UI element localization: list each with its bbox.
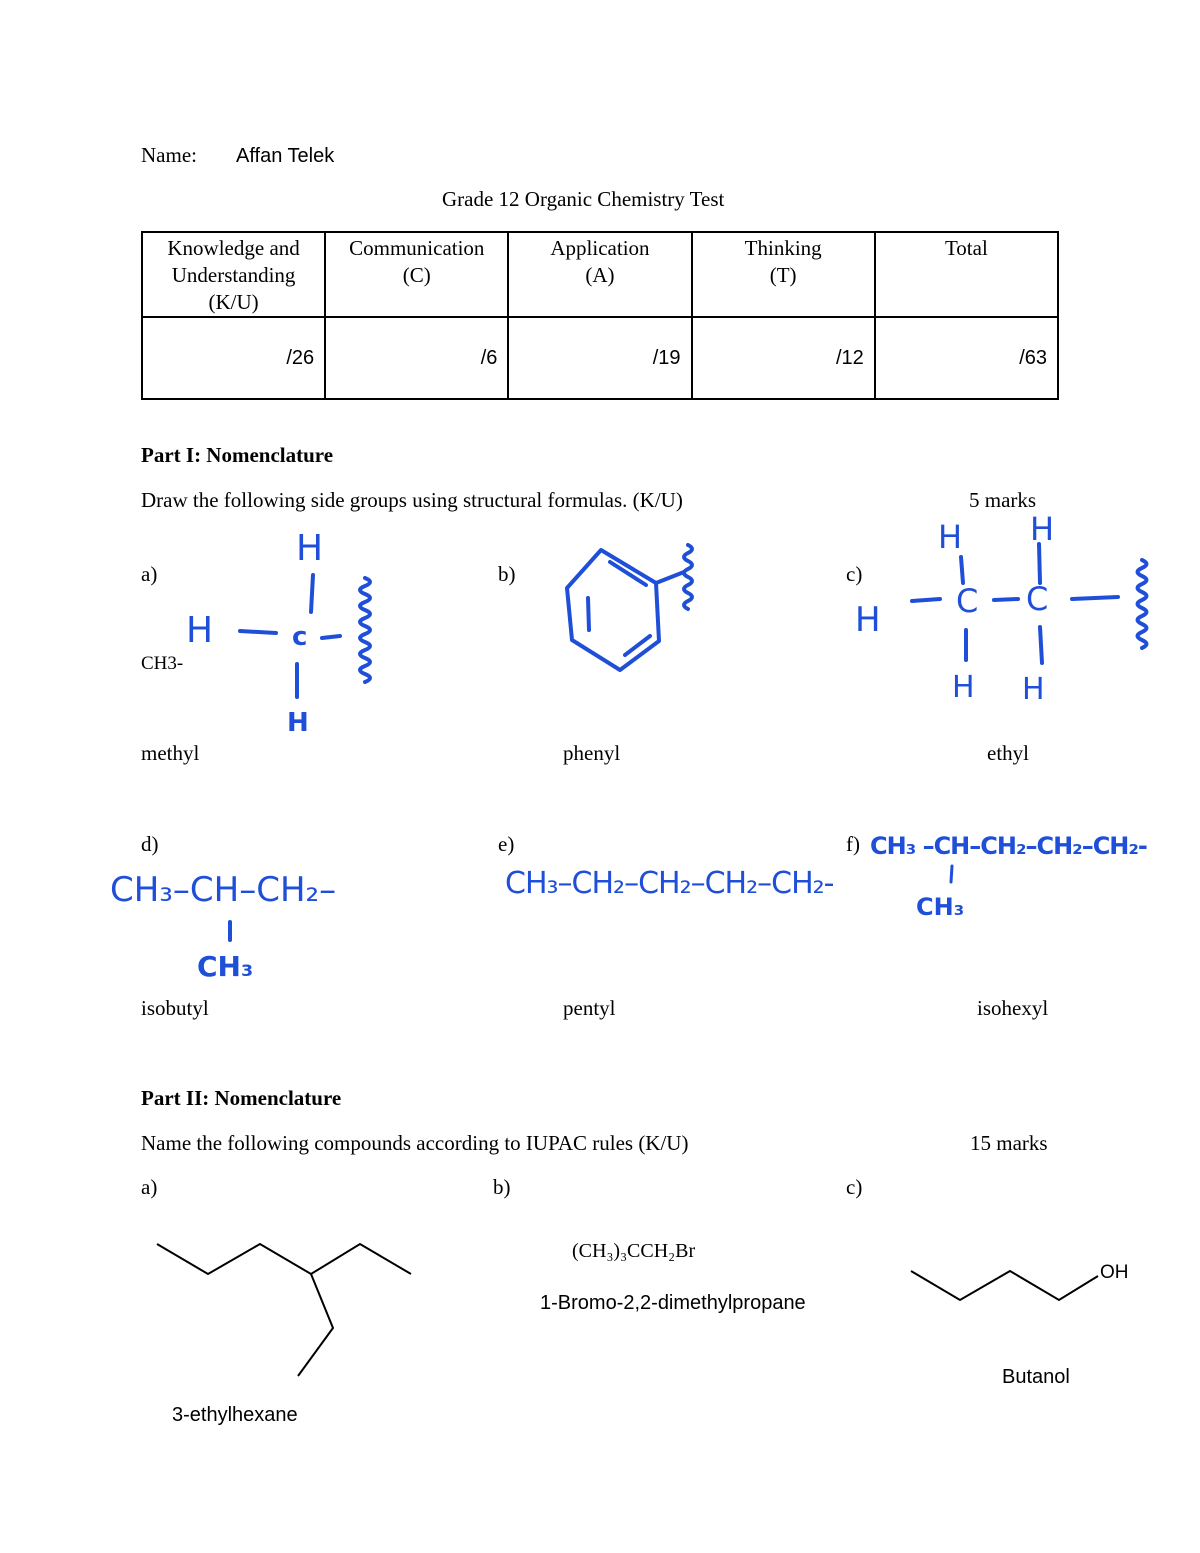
hw-isobutyl-main: CH₃–CH–CH₂– [110, 870, 337, 910]
part1-instruction: Draw the following side groups using structural formulas. (K/U) [141, 488, 683, 512]
hw-methyl-top-h: H [296, 528, 324, 569]
item-f-letter: f) [846, 832, 860, 856]
score-total[interactable]: /63 [875, 317, 1058, 399]
item-c-name: ethyl [987, 741, 1029, 765]
hw-ethyl-h-bot1: H [952, 670, 975, 705]
item-a-name: methyl [141, 741, 200, 765]
hw-isobutyl-branch: CH₃ [197, 950, 254, 983]
hw-isohexyl-branch: CH₃ [916, 893, 965, 921]
item-b-letter: b) [498, 562, 516, 586]
p2-item-b-letter: b) [493, 1175, 511, 1199]
oh-label: OH [1100, 1262, 1129, 1283]
hw-methyl-left-h: H [186, 610, 214, 651]
hw-ethyl-c1: C [956, 582, 979, 620]
p2-item-c-letter: c) [846, 1175, 863, 1199]
hw-methyl-bottom-h: H [287, 708, 309, 738]
col-thinking: Thinking (T) [692, 232, 875, 317]
formula-b: (CH₃)₃CCH₂Br [572, 1240, 696, 1262]
name-label: Name: [141, 143, 197, 167]
hw-ethyl-c2: C [1026, 580, 1049, 618]
hw-ethyl-h-top-right: H [1030, 510, 1055, 548]
col-total: Total [875, 232, 1058, 317]
part1-heading: Part I: Nomenclature [141, 443, 334, 467]
hw-isohexyl-main: CH₃ –CH–CH₂–CH₂–CH₂- [870, 832, 1147, 860]
item-b-name: phenyl [563, 741, 621, 765]
part2-instruction: Name the following compounds according to IUPAC rules (K/U) [141, 1131, 689, 1155]
item-d-letter: d) [141, 832, 159, 856]
methyl-formula: CH3- [141, 653, 184, 674]
score-thinking[interactable]: /12 [692, 317, 875, 399]
item-d-name: isobutyl [141, 996, 209, 1020]
col-application: Application (A) [508, 232, 691, 317]
item-a-letter: a) [141, 562, 158, 586]
item-e-name: pentyl [563, 996, 616, 1020]
item-f-name: isohexyl [977, 996, 1049, 1020]
p2-item-a-letter: a) [141, 1175, 158, 1199]
hw-ethyl-h-top-left: H [938, 518, 963, 556]
score-application[interactable]: /19 [508, 317, 691, 399]
score-communication[interactable]: /6 [325, 317, 508, 399]
part2-marks: 15 marks [970, 1131, 1048, 1155]
hw-ethyl-h-bot2: H [1022, 672, 1045, 707]
answer-a[interactable]: 3-ethylhexane [172, 1404, 298, 1426]
hw-methyl-c: c [292, 622, 308, 652]
col-communication: Communication (C) [325, 232, 508, 317]
item-c-letter: c) [846, 562, 863, 586]
student-name[interactable]: Affan Telek [236, 145, 335, 167]
score-knowledge[interactable]: /26 [142, 317, 325, 399]
part1-marks: 5 marks [969, 488, 1037, 512]
answer-c[interactable]: Butanol [1002, 1366, 1070, 1388]
answer-b[interactable]: 1-Bromo-2,2-dimethylpropane [540, 1292, 806, 1314]
test-title: Grade 12 Organic Chemistry Test [442, 187, 725, 211]
col-knowledge: Knowledge and Understanding (K/U) [142, 232, 325, 317]
item-e-letter: e) [498, 832, 515, 856]
hw-ethyl-h-left: H [855, 600, 881, 640]
hw-pentyl-main: CH₃–CH₂–CH₂–CH₂–CH₂- [505, 866, 834, 901]
part2-heading: Part II: Nomenclature [141, 1086, 342, 1110]
